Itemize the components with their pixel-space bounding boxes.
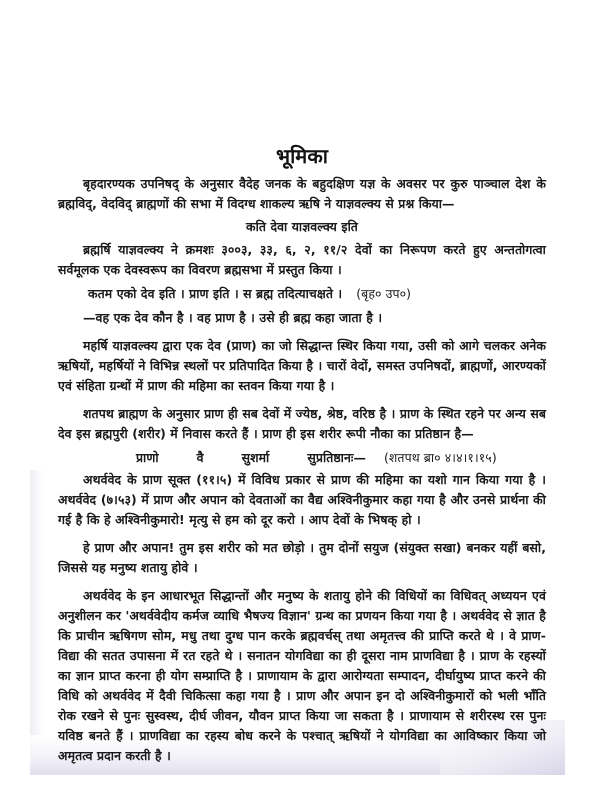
verse-kati-deva: कति देवा याज्ञवल्क्य इति	[246, 219, 358, 234]
paragraph-maharshi: महर्षि याज्ञवल्क्य द्वारा एक देव (प्राण) का जो सिद्धान्त स्थिर किया गया, उसी को आगे चलकर अनेक ऋषियों, महर्षियों ने विभिन्न स्थलों पर प्रतिपादित किया है । चारों वेदों, समस्त उपनिषदों, ब्राह्मणों, आरण्यकों एवं संहिता ग्रन्थों में प्राण की महिमा का स्तवन किया गया है ।	[58, 338, 546, 393]
verse-reference: (बृह० उप०)	[356, 286, 412, 301]
verse-word: वै	[196, 450, 204, 465]
page-content	[58, 140, 546, 766]
paragraph-shatapath: शतपथ ब्राह्मण के अनुसार प्राण ही सब देवों में ज्येष्ठ, श्रेष्ठ, वरिष्ठ है । प्राण के स्थित रहने पर अन्य सब देव इस ब्रह्मपुरी (शरीर) में निवास करते हैं । प्राण ही इस शरीर रूपी नौका का प्रतिष्ठान है—	[58, 406, 546, 441]
left-edge-shadow	[30, 470, 44, 770]
verse-reference: (शतपथ ब्रा० ४।४।१।१५)	[383, 450, 497, 465]
verse-katama-eko	[58, 284, 546, 304]
verse-word: सुशर्मा	[241, 450, 270, 465]
paragraph-prana-apana: हे प्राण और अपान! तुम इस शरीर को मत छोड़ो । तुम दोनों सयुज (संयुक्त सखा) बनकर यहीं बसो, जिससे यह मनुष्य शतायु होवे ।	[58, 540, 546, 575]
paragraph-yajnavalkya: ब्रह्मर्षि याज्ञवल्क्य ने क्रमशः ३००३, ३३, ६, २, ११/२ देवों का निरूपण करते हुए अन्ततोगत्वा सर्वमूलक एक देवस्वरूप का विवरण ब्रह्मसभा में प्रस्तुत किया ।	[58, 242, 546, 277]
verse-word: सुप्रतिष्ठानः—	[307, 450, 366, 465]
paragraph-granth-pranayan: अथर्ववेद के इन आधारभूत सिद्धान्तों और मनुष्य के शतायु होने की विधियों का विधिवत् अध्ययन एवं अनुशीलन कर 'अथर्ववेदीय कर्मज व्याधि भैषज्य विज्ञान' ग्रन्थ का प्रणयन किया गया है । अथर्ववेद से ज्ञात है कि प्राचीन ऋषिगण सोम, मधु तथा दुग्ध पान करके ब्रह्मवर्चस् तथा अमृतत्त्व की प्राप्ति करते थे । वे प्राण-विद्या की सतत उपासना में रत रहते थे । सनातन योगविद्या का ही दूसरा नाम प्राणविद्या है । प्राण के रहस्यों का ज्ञान प्राप्त करना ही योग सम्प्राप्ति है । प्राणायाम के द्वारा आरोग्यता सम्पादन, दीर्घायुष्य प्राप्त करने की विधि को अथर्ववेद में दैवी चिकित्सा कहा गया है । प्राण और अपान इन दो अश्विनीकुमारों को भली भाँति रोक रखने से पुनः सुस्वस्थ, दीर्घ जीवन, यौवन प्राप्त किया जा सकता है । प्राणायाम से शरीरस्थ रस पुनः यविष्ठ बनते हैं । प्राणविद्या का रहस्य बोध करने के पश्चात् ऋषियों ने योगविद्या का आविष्कार किया जो अमृतत्व प्रदान करती है ।	[58, 588, 546, 763]
verse-prano-vai	[58, 448, 546, 468]
verse-word: प्राणो	[136, 450, 159, 465]
paragraph-intro: बृहदारण्यक उपनिषद् के अनुसार वैदेह जनक के बहुदक्षिण यज्ञ के अवसर पर कुरु पाञ्चाल देश के ब्रह्मविद्, वेदविद् ब्राह्मणों की सभा में विदग्ध शाकल्य ऋषि ने याज्ञवल्क्य से प्रश्न किया—	[58, 176, 546, 211]
page-title: भूमिका	[275, 144, 329, 168]
verse-text: कतम एको देव इति । प्राण इति । स ब्रह्म तदित्याचक्षते ।	[88, 286, 343, 301]
paragraph-atharvaveda-prana-sukta: अथर्ववेद के प्राण सूक्त (११।५) में विविध प्रकार से प्राण की महिमा का यशो गान किया गया है । अथर्ववेद (७।५३) में प्राण और अपान को देवताओं का वैद्य अश्विनीकुमार कहा गया है और उनसे प्रार्थना की गई है कि हे अश्विनीकुमारो! मृत्यु से हम को दूर करो । आप देवों के भिषक् हो ।	[58, 472, 546, 527]
verse-meaning: —वह एक देव कौन है । वह प्राण है । उसे ही ब्रह्म कहा जाता है ।	[83, 310, 383, 325]
